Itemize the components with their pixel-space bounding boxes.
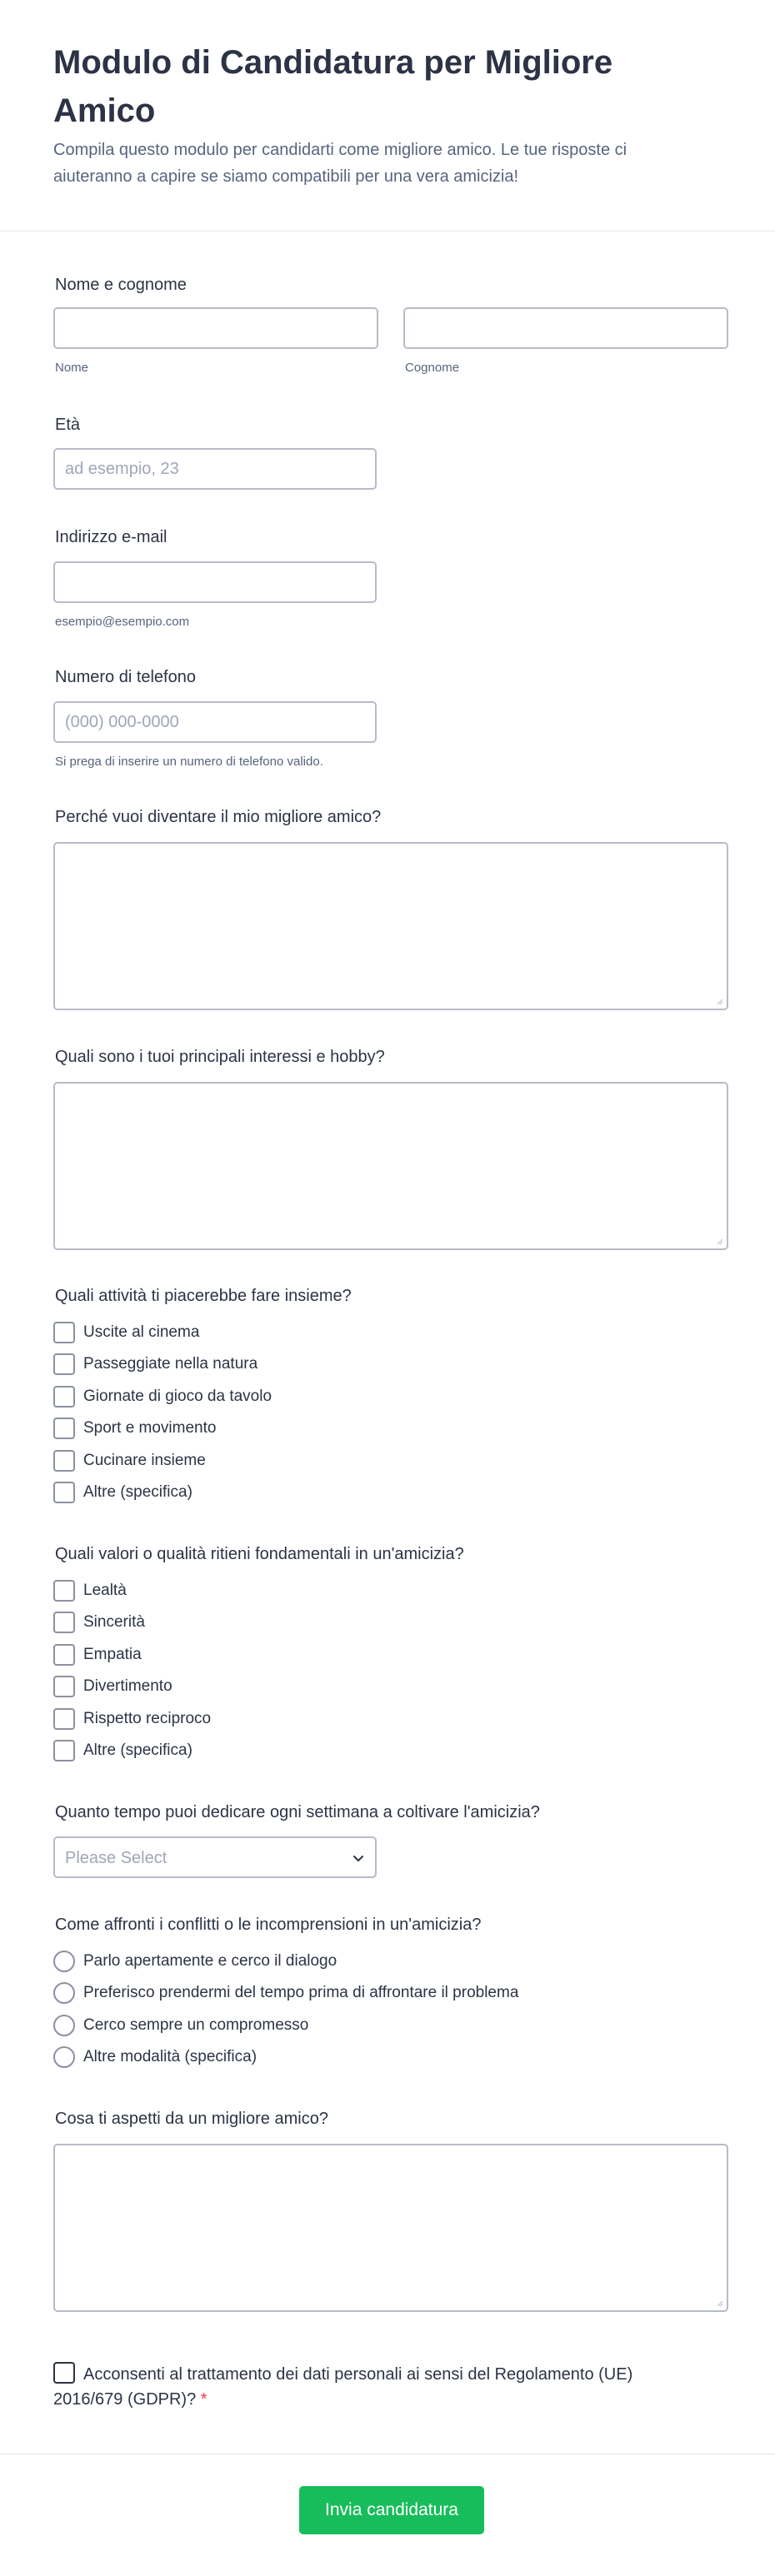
checkbox[interactable] xyxy=(53,1612,75,1633)
activity-option[interactable]: Sport e movimento xyxy=(53,1417,216,1440)
conflict-option[interactable]: Altre modalità (specifica) xyxy=(53,2045,257,2069)
checkbox[interactable] xyxy=(53,1740,75,1761)
select-value: Please Select xyxy=(65,1849,168,1867)
conflict-option[interactable]: Parlo apertamente e cerco il dialogo xyxy=(53,1950,337,1973)
form-header xyxy=(0,0,775,232)
checkbox[interactable] xyxy=(53,1450,75,1472)
age-label: Età xyxy=(55,416,81,434)
resize-handle-icon[interactable] xyxy=(715,997,723,1005)
why-textarea[interactable] xyxy=(53,842,728,1010)
time-select[interactable] xyxy=(53,1836,377,1878)
consent-field xyxy=(53,2362,687,2412)
value-option[interactable]: Rispetto reciproco xyxy=(53,1707,211,1731)
resize-handle-icon[interactable] xyxy=(715,2299,723,2307)
activity-option[interactable]: Passeggiate nella natura xyxy=(53,1353,258,1376)
interests-label: Quali sono i tuoi principali interessi e hobby? xyxy=(55,1048,385,1066)
activities-label: Quali attività ti piacerebbe fare insieme? xyxy=(55,1287,352,1305)
value-option[interactable]: Empatia xyxy=(53,1643,142,1667)
page-title: Modulo di Candidatura per Migliore Amico xyxy=(53,44,613,129)
activity-option[interactable]: Cucinare insieme xyxy=(53,1449,206,1472)
checkbox[interactable] xyxy=(53,1676,75,1697)
checkbox[interactable] xyxy=(53,1580,75,1602)
value-option[interactable]: Altre (specifica) xyxy=(53,1739,192,1762)
submit-button[interactable]: Invia candidatura xyxy=(299,2486,484,2534)
last-name-input[interactable] xyxy=(403,307,728,349)
consent-checkbox[interactable] xyxy=(53,2362,75,2384)
phone-sublabel: Si prega di inserire un numero di telefono valido. xyxy=(55,755,323,769)
value-option[interactable]: Lealtà xyxy=(53,1579,127,1602)
expectations-textarea[interactable] xyxy=(53,2144,728,2312)
checkbox[interactable] xyxy=(53,1418,75,1439)
radio[interactable] xyxy=(53,1951,75,1972)
activity-option[interactable]: Altre (specifica) xyxy=(53,1481,192,1504)
checkbox[interactable] xyxy=(53,1322,75,1343)
name-label: Nome e cognome xyxy=(55,276,187,294)
page-subtitle: Compila questo modulo per candidarti come migliore amico. Le tue risposte ci aiuteranno a capire se siamo compatibili per una vera amicizia! xyxy=(53,141,628,186)
value-option[interactable]: Sincerità xyxy=(53,1611,145,1634)
checkbox[interactable] xyxy=(53,1644,75,1666)
email-input[interactable] xyxy=(53,561,377,603)
conflicts-label: Come affronti i conflitti o le incomprensioni in un'amicizia? xyxy=(55,1916,482,1934)
value-option[interactable]: Divertimento xyxy=(53,1675,172,1698)
resize-handle-icon[interactable] xyxy=(715,1237,723,1245)
checkbox[interactable] xyxy=(53,1353,75,1375)
conflict-option[interactable]: Preferisco prendermi del tempo prima di affrontare il problema xyxy=(53,1981,518,2005)
consent-text: Acconsenti al trattamento dei dati personali ai sensi del Regolamento (UE) 2016/679 (GDPR)? xyxy=(53,2365,633,2409)
time-label: Quanto tempo puoi dedicare ogni settimana a coltivare l'amicizia? xyxy=(55,1803,540,1821)
age-input[interactable] xyxy=(53,448,377,490)
checkbox[interactable] xyxy=(53,1708,75,1730)
interests-textarea[interactable] xyxy=(53,1082,728,1250)
radio[interactable] xyxy=(53,2046,75,2068)
activity-option[interactable]: Uscite al cinema xyxy=(53,1321,199,1344)
email-label: Indirizzo e-mail xyxy=(55,528,168,546)
values-label: Quali valori o qualità ritieni fondamentali in un'amicizia? xyxy=(55,1545,464,1563)
required-mark: * xyxy=(200,2390,208,2409)
first-name-input[interactable] xyxy=(53,307,378,349)
first-name-sublabel: Nome xyxy=(55,361,89,375)
checkbox[interactable] xyxy=(53,1386,75,1408)
activity-option[interactable]: Giornate di gioco da tavolo xyxy=(53,1385,272,1408)
phone-input[interactable] xyxy=(53,701,377,743)
conflict-option[interactable]: Cerco sempre un compromesso xyxy=(53,2014,308,2037)
chevron-down-icon xyxy=(352,1851,365,1865)
why-label: Perché vuoi diventare il mio migliore amico? xyxy=(55,808,382,826)
expectations-label: Cosa ti aspetti da un migliore amico? xyxy=(55,2110,328,2128)
radio[interactable] xyxy=(53,2015,75,2036)
phone-label: Numero di telefono xyxy=(55,668,196,686)
radio[interactable] xyxy=(53,1982,75,2004)
email-sublabel: esempio@esempio.com xyxy=(55,615,190,629)
checkbox[interactable] xyxy=(53,1482,75,1503)
last-name-sublabel: Cognome xyxy=(405,361,460,375)
